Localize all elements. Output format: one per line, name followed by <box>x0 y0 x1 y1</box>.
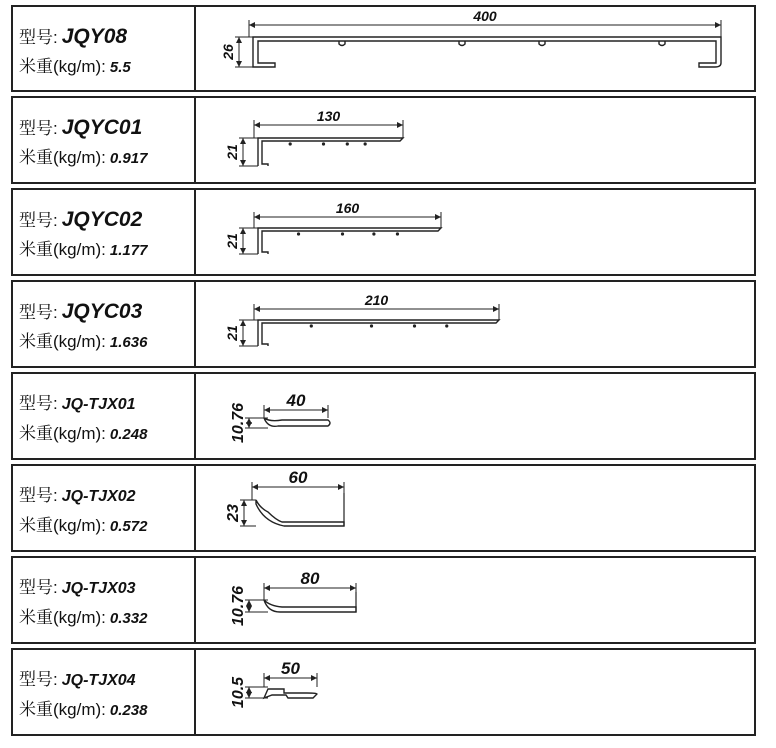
height-label: 21 <box>224 233 240 249</box>
model-label: 型号: <box>19 303 58 322</box>
profile-row <box>11 280 756 368</box>
weight-value: 1.177 <box>109 242 148 259</box>
model-label: 型号: <box>19 578 58 597</box>
height-dimension <box>230 676 268 708</box>
profile-drawing <box>196 650 752 734</box>
profile-row <box>11 5 756 92</box>
height-label: 10.5 <box>230 676 247 709</box>
model-label: 型号: <box>19 119 58 138</box>
model-label: 型号: <box>19 211 58 230</box>
weight-line <box>19 240 147 261</box>
profile-drawing <box>196 98 752 182</box>
height-dimension <box>225 500 256 526</box>
profile-drawing-cell <box>196 98 754 182</box>
profile-label-cell <box>13 374 196 458</box>
length-dimension <box>264 659 317 687</box>
profile-drawing-cell <box>196 466 754 550</box>
weight-line <box>19 608 147 629</box>
height-label: 10.76 <box>230 585 247 627</box>
profile-label-cell <box>13 558 196 642</box>
weight-label: 米重(kg/m): <box>19 424 106 443</box>
profile-drawing <box>196 558 752 642</box>
profile-row <box>11 464 756 552</box>
model-line <box>19 210 142 231</box>
profile-drawing-cell <box>196 558 754 642</box>
height-dimension <box>224 228 258 254</box>
model-value: JQ-TJX01 <box>61 396 136 413</box>
weight-label: 米重(kg/m): <box>19 332 106 351</box>
profile-shape <box>264 418 330 426</box>
height-dimension <box>230 586 268 626</box>
length-label: 50 <box>281 659 300 678</box>
height-dimension <box>224 138 258 166</box>
profile-label-cell <box>13 650 196 734</box>
weight-value: 1.636 <box>109 334 148 351</box>
model-line <box>19 394 136 415</box>
height-label: 21 <box>224 325 240 341</box>
length-label: 80 <box>300 569 320 588</box>
model-value: JQ-TJX03 <box>61 580 136 597</box>
weight-value: 0.332 <box>109 610 148 627</box>
weight-label: 米重(kg/m): <box>19 57 106 76</box>
profile-shape <box>253 37 721 67</box>
profile-drawing-cell <box>196 650 754 734</box>
height-label: 23 <box>225 504 242 522</box>
profile-row <box>11 556 756 644</box>
height-dimension <box>230 403 268 443</box>
weight-line <box>19 148 147 169</box>
profile-drawing-cell <box>196 190 754 274</box>
profile-row <box>11 372 756 460</box>
length-dimension <box>254 108 403 138</box>
model-line <box>19 578 136 599</box>
length-label: 160 <box>335 200 360 216</box>
weight-label: 米重(kg/m): <box>19 240 106 259</box>
model-value: JQYC03 <box>61 300 143 323</box>
height-dimension <box>224 320 258 346</box>
profile-label-cell <box>13 190 196 274</box>
profile-shape <box>264 689 317 698</box>
length-dimension <box>252 468 344 500</box>
weight-label: 米重(kg/m): <box>19 148 106 167</box>
length-label: 400 <box>473 8 497 24</box>
profile-label-cell <box>13 466 196 550</box>
profile-shape <box>258 138 403 166</box>
model-line <box>19 670 136 691</box>
weight-value: 0.238 <box>109 702 148 719</box>
model-label: 型号: <box>19 28 58 47</box>
length-dimension <box>254 200 441 228</box>
weight-line <box>19 332 147 353</box>
model-value: JQ-TJX04 <box>61 672 136 689</box>
model-value: JQ-TJX02 <box>61 488 136 505</box>
weight-line <box>19 57 131 78</box>
profile-shape <box>258 228 441 254</box>
model-line <box>19 486 136 507</box>
profile-drawing <box>196 7 752 90</box>
profile-drawing <box>196 190 752 274</box>
length-dimension <box>264 391 328 418</box>
length-dimension <box>249 8 721 37</box>
profile-shape <box>264 592 356 612</box>
length-label: 60 <box>288 468 308 487</box>
length-label: 130 <box>316 108 341 124</box>
profile-drawing-cell <box>196 282 754 366</box>
model-label: 型号: <box>19 486 58 505</box>
height-dimension <box>220 37 253 67</box>
model-value: JQYC01 <box>61 116 143 139</box>
model-value: JQY08 <box>61 25 128 48</box>
profile-drawing <box>196 374 752 458</box>
profile-shape <box>258 320 499 346</box>
profile-label-cell <box>13 282 196 366</box>
weight-line <box>19 516 147 537</box>
height-label: 26 <box>220 44 236 60</box>
weight-label: 米重(kg/m): <box>19 516 106 535</box>
weight-label: 米重(kg/m): <box>19 700 106 719</box>
profile-label-cell <box>13 98 196 182</box>
profile-label-cell <box>13 7 196 90</box>
model-label: 型号: <box>19 394 58 413</box>
model-label: 型号: <box>19 670 58 689</box>
profile-shape <box>256 493 344 526</box>
profile-drawing-cell <box>196 7 754 90</box>
height-label: 21 <box>224 144 240 160</box>
profile-drawing <box>196 282 752 366</box>
model-value: JQYC02 <box>61 208 143 231</box>
height-label: 10.76 <box>230 402 247 444</box>
weight-value: 5.5 <box>109 59 131 76</box>
weight-value: 0.248 <box>109 426 148 443</box>
model-line <box>19 302 142 323</box>
profile-row <box>11 188 756 276</box>
length-dimension <box>264 569 356 600</box>
length-label: 210 <box>364 292 389 308</box>
weight-line <box>19 424 147 445</box>
model-line <box>19 27 127 48</box>
weight-line <box>19 700 147 721</box>
profile-drawing-cell <box>196 374 754 458</box>
weight-label: 米重(kg/m): <box>19 608 106 627</box>
profile-drawing <box>196 466 752 550</box>
length-label: 40 <box>286 391 306 410</box>
profile-row <box>11 648 756 736</box>
length-dimension <box>254 292 499 320</box>
profile-row <box>11 96 756 184</box>
weight-value: 0.572 <box>109 518 148 535</box>
model-line <box>19 118 142 139</box>
weight-value: 0.917 <box>109 150 148 167</box>
